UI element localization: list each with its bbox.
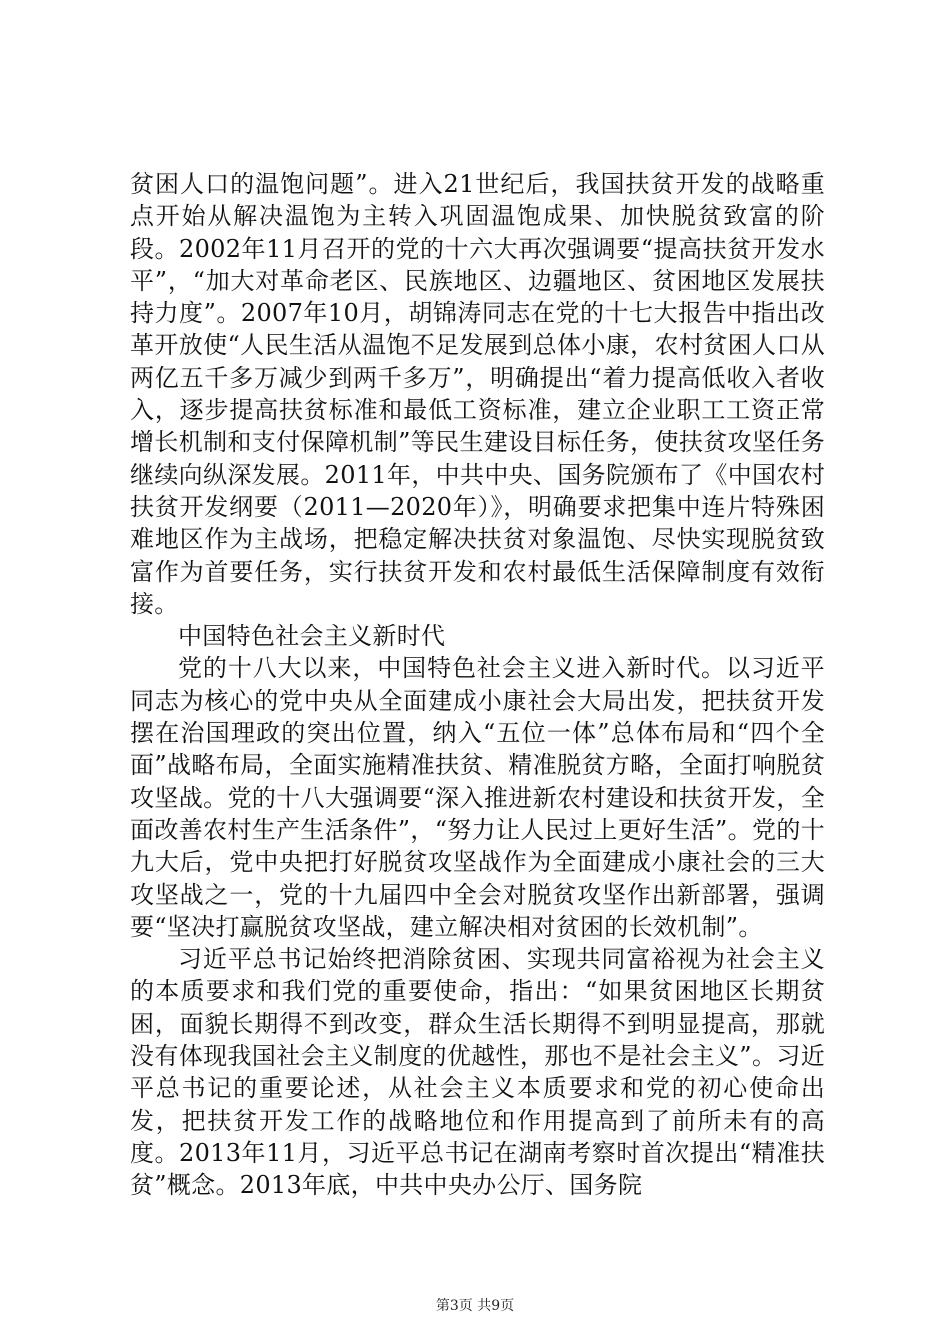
section-heading-new-era: 中国特色社会主义新时代 bbox=[178, 622, 446, 651]
paragraph-new-era: 党的十八大以来，中国特色社会主义进入新时代。以习近平同志为核心的党中央从全面建成小康社会大局出发，把扶贫开发摆在治国理政的突出位置，纳入“五位一体”总体布局和“四个全面”战略布局，全面实施精准扶贫、精准脱贫方略，全面打响脱贫攻坚战。党的十八大强调要“深入推进新农村建设和扶贫开发，全面改善农村生产生活条件”，“努力让人民过上更好生活”。党的十九大后，党中央把打好脱贫攻坚战作为全面建成小康社会的三大攻坚战之一，党的十九届四中全会对脱贫攻坚作出新部署，强调要“坚决打赢脱贫攻坚战，建立解决相对贫困的长效机制”。 bbox=[130, 654, 825, 941]
page-number-footer: 第3页 共9页 bbox=[435, 1298, 515, 1314]
paragraph-xi-remarks: 习近平总书记始终把消除贫困、实现共同富裕视为社会主义的本质要求和我们党的重要使命，指出：“如果贫困地区长期贫困，面貌长期得不到改变，群众生活长期得不到明显提高，那就没有体现我国社会主义制度的优越性，那也不是社会主义”。习近平总书记的重要论述，从社会主义本质要求和党的初心使命出发，把扶贫开发工作的战略地位和作用提高到了前所未有的高度。2013年11月，习近平总书记在湖南考察时首次提出“精准扶贫”概念。2013年底，中共中央办公厅、国务院 bbox=[130, 945, 825, 1200]
paragraph-poverty-history: 贫困人口的温饱问题”。进入21世纪后，我国扶贫开发的战略重点开始从解决温饱为主转入巩固温饱成果、加快脱贫致富的阶段。2002年11月召开的党的十六大再次强调要“提高扶贫开发水平”，“加大对革命老区、民族地区、边疆地区、贫困地区发展扶持力度”。2007年10月，胡锦涛同志在党的十七大报告中指出改革开放使“人民生活从温饱不足发展到总体小康，农村贫困人口从两亿五千多万减少到两千多万”，明确提出“着力提高低收入者收入，逐步提高扶贫标准和最低工资标准，建立企业职工工资正常增长机制和支付保障机制”等民生建设目标任务，使扶贫攻坚任务继续向纵深发展。2011年，中共中央、国务院颁布了《中国农村扶贫开发纲要（2011—2020年）》，明确要求把集中连片特殊困难地区作为主战场，把稳定解决扶贫对象温饱、尽快实现脱贫致富作为首要任务，实行扶贫开发和农村最低生活保障制度有效衔接。 bbox=[130, 170, 825, 618]
document-body bbox=[130, 168, 825, 1202]
